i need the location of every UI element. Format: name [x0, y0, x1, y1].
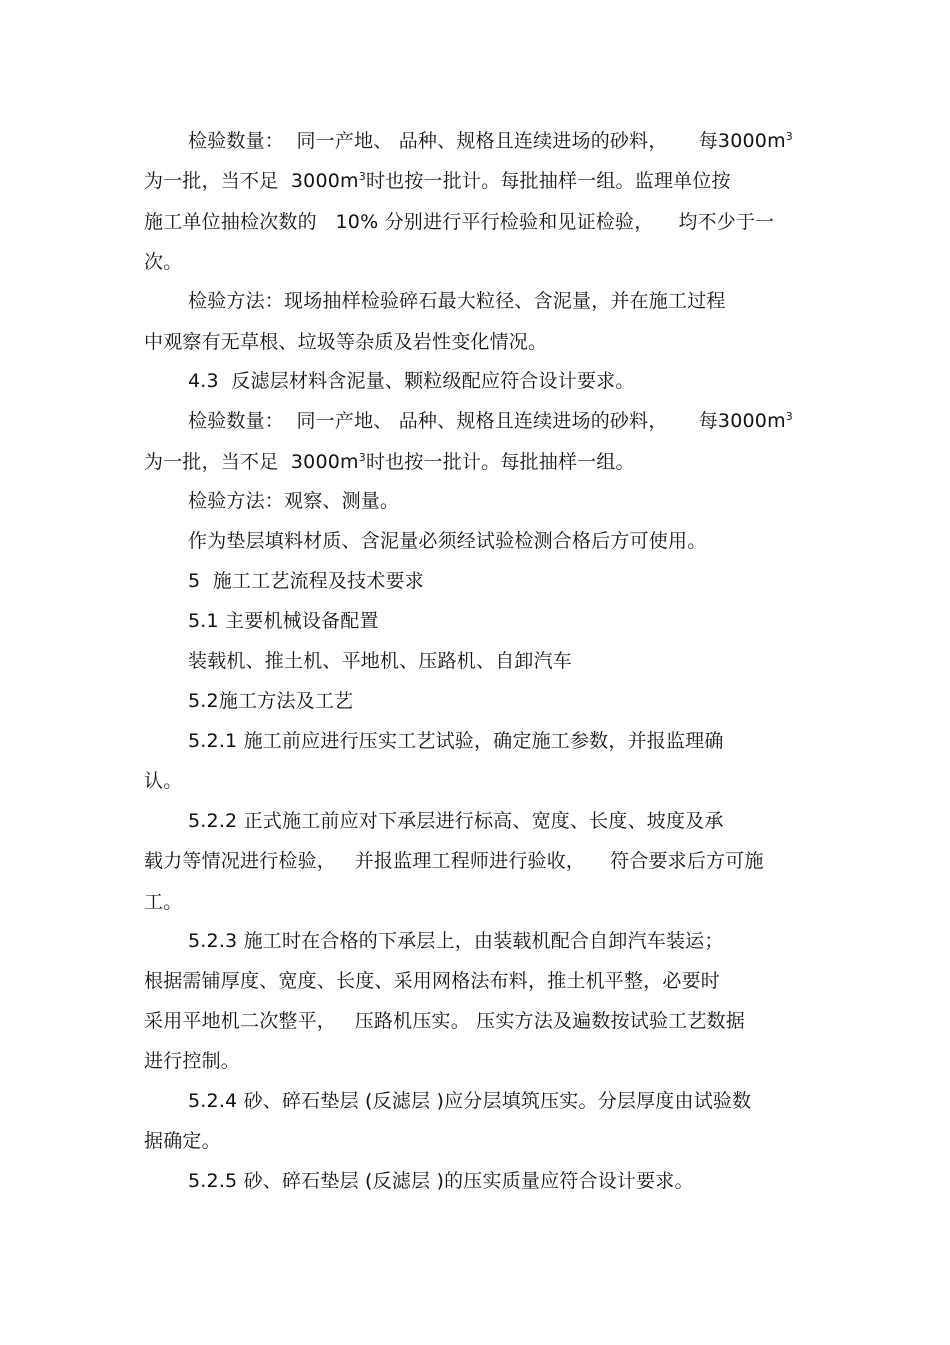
paragraph-line [144, 169, 731, 193]
paragraph-line: 5.2.5 砂、碎石垫层 (反滤层 )的压实质量应符合设计要求。 [188, 1170, 694, 1192]
superscript: 3 [358, 170, 366, 183]
superscript: 3 [785, 410, 793, 423]
paragraph-line [188, 409, 793, 433]
paragraph-line: 载力等情况进行检验， 并报监理工程师进行验收， 符合要求后方可施 [144, 850, 764, 872]
paragraph-line: 工。 [144, 891, 183, 913]
paragraph-line: 作为垫层填料材质、含泥量必须经试验检测合格后方可使用。 [188, 530, 707, 552]
superscript: 3 [785, 130, 793, 143]
superscript: 3 [358, 451, 366, 464]
section-heading: 5.2施工方法及工艺 [188, 690, 354, 712]
paragraph-line: 检验方法：观察、测量。 [188, 490, 400, 512]
paragraph-line: 5.2.1 施工前应进行压实工艺试验，确定施工参数，并报监理确 [188, 730, 724, 752]
paragraph-line: 次。 [144, 251, 183, 273]
paragraph-line: 5.2.2 正式施工前应对下承层进行标高、宽度、长度、坡度及承 [188, 810, 724, 832]
paragraph-line [144, 450, 635, 474]
paragraph-line [188, 129, 793, 153]
paragraph-line: 进行控制。 [144, 1050, 241, 1072]
text-span: 为一批，当不足 3000m [144, 451, 359, 473]
text-span: 为一批，当不足 3000m [144, 170, 359, 192]
text-span: 时也按一批计。每批抽样一组。 [365, 451, 635, 473]
paragraph-line: 据确定。 [144, 1130, 221, 1152]
section-heading: 5.1 主要机械设备配置 [188, 610, 379, 632]
paragraph-line: 装载机、推土机、平地机、压路机、自卸汽车 [188, 650, 573, 672]
paragraph-line: 5.2.3 施工时在合格的下承层上，由装载机配合自卸汽车装运； [188, 930, 724, 952]
text-span: 检验数量： 同一产地、 品种、规格且连续进场的砂料， 每3000m [188, 130, 786, 152]
paragraph-line: 认。 [144, 770, 183, 792]
paragraph-line: 根据需铺厚度、宽度、长度、采用网格法布料，推土机平整，必要时 [144, 970, 721, 992]
paragraph-line: 中观察有无草根、垃圾等杂质及岩性变化情况。 [144, 331, 548, 353]
text-span: 检验数量： 同一产地、 品种、规格且连续进场的砂料， 每3000m [188, 410, 786, 432]
section-heading: 5 施工工艺流程及技术要求 [188, 570, 424, 592]
section-heading: 4.3 反滤层材料含泥量、颗粒级配应符合设计要求。 [188, 370, 635, 392]
paragraph-line: 检验方法：现场抽样检验碎石最大粒径、含泥量，并在施工过程 [188, 290, 726, 312]
paragraph-line: 施工单位抽检次数的 10% 分别进行平行检验和见证检验， 均不少于一 [144, 211, 775, 233]
paragraph-line: 5.2.4 砂、碎石垫层 (反滤层 )应分层填筑压实。分层厚度由试验数 [188, 1090, 752, 1112]
paragraph-line: 采用平地机二次整平， 压路机压实。 压实方法及遍数按试验工艺数据 [144, 1010, 745, 1032]
text-span: 时也按一批计。每批抽样一组。监理单位按 [365, 170, 731, 192]
